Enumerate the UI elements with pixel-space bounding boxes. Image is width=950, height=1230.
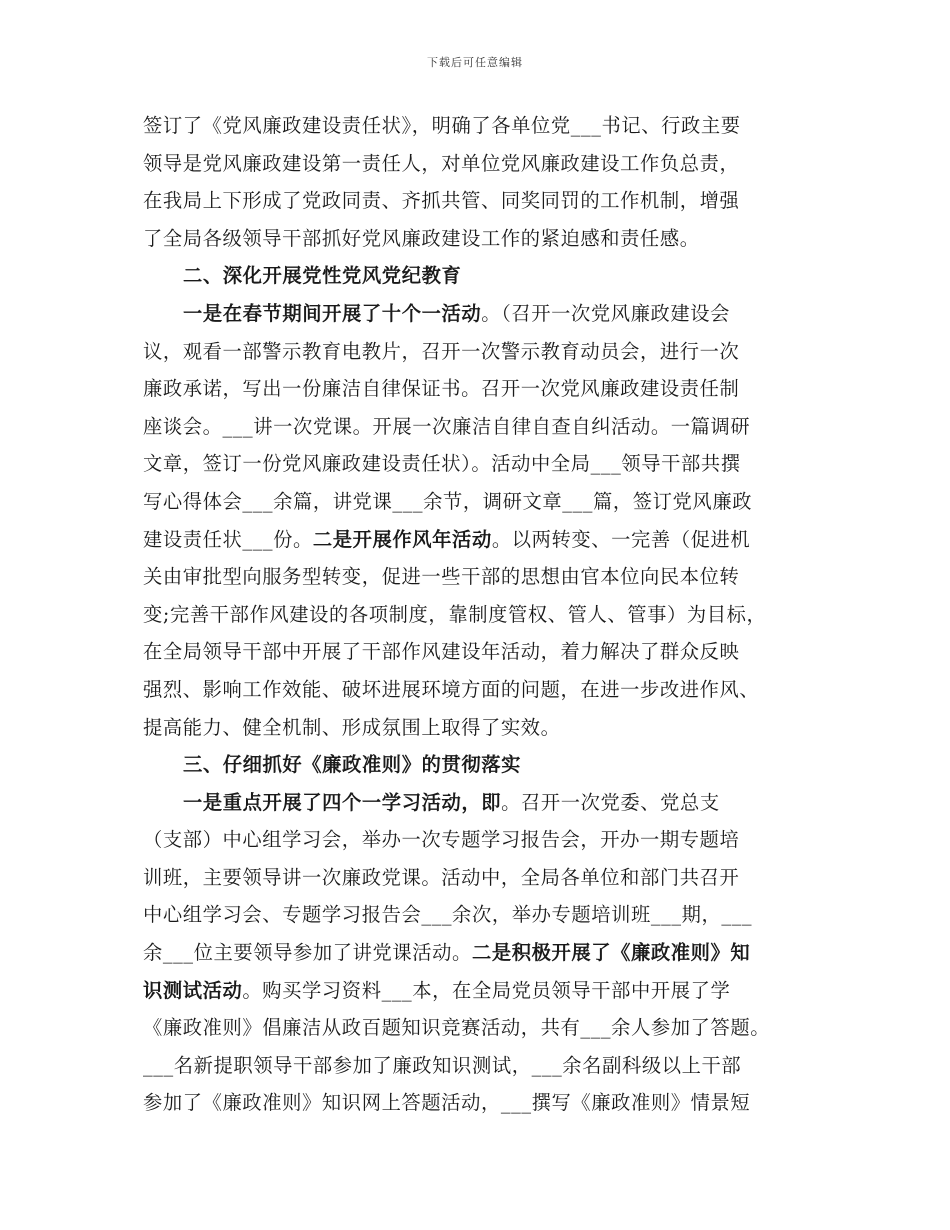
- bold-text-segment: 二、深化开展党性党风党纪教育: [183, 264, 462, 288]
- bold-text-segment: 二是积极开展了《廉政准则》知: [471, 941, 751, 965]
- bold-text-segment: 三、仔细抓好《廉政准则》的贯彻落实: [183, 753, 521, 777]
- bold-text-segment: 一是在春节期间开展了十个一活动: [183, 301, 482, 325]
- paragraph-line: [143, 521, 823, 559]
- text-segment: 训班，主要领导讲一次廉政党课。活动中，全局各单位和部门共召开: [143, 865, 740, 889]
- bold-text-segment: 识测试活动: [143, 978, 243, 1002]
- paragraph-line: [143, 295, 823, 333]
- paragraph-line: [143, 483, 823, 521]
- paragraph-line: [143, 107, 823, 145]
- paragraph-line: [143, 145, 823, 183]
- text-segment: 提高能力、健全机制、形成氛围上取得了实效。: [143, 715, 561, 739]
- text-segment: 在我局上下形成了党政同责、齐抓共管、同奖同罚的工作机制，增强: [143, 189, 740, 213]
- text-segment: 在全局领导干部中开展了干部作风建设年活动，着力解决了群众反映: [143, 640, 740, 664]
- paragraph-line: [143, 746, 823, 784]
- text-segment: 座谈会。___讲一次党课。开展一次廉洁自律自查自纠活动。一篇调研: [143, 414, 751, 438]
- text-segment: 建设责任状___份。: [143, 527, 313, 551]
- document-body: [143, 107, 823, 1122]
- text-segment: 。以两转变、一完善（促进机: [491, 527, 751, 551]
- text-segment: 。召开一次党委、党总支: [501, 790, 720, 814]
- text-segment: 。（召开一次党风廉政建设会: [481, 301, 731, 325]
- page-header-note: 下载后可任意编辑: [427, 56, 523, 69]
- text-segment: 议，观看一部警示教育电教片，召开一次警示教育动员会，进行一次: [143, 339, 740, 363]
- paragraph-line: [143, 784, 823, 822]
- text-segment: 写心得体会___余篇，讲党课___余节，调研文章___篇，签订党风廉政: [143, 489, 753, 513]
- paragraph-line: [143, 408, 823, 446]
- paragraph-line: [143, 896, 823, 934]
- text-segment: 文章，签订一份党风廉政建设责任状）。活动中全局___领导干部共撰: [143, 452, 741, 476]
- text-segment: 《廉政准则》倡廉洁从政百题知识竞赛活动，共有___余人参加了答题。: [143, 1016, 771, 1040]
- paragraph-line: [143, 370, 823, 408]
- bold-text-segment: 二是开展作风年活动: [312, 527, 492, 551]
- text-segment: 变;完善干部作风建设的各项制度，靠制度管权、管人、管事）为目标，: [143, 602, 767, 626]
- paragraph-line: [143, 257, 823, 295]
- paragraph-line: [143, 1009, 823, 1047]
- bold-text-segment: 一是重点开展了四个一学习活动，即: [183, 790, 502, 814]
- paragraph-line: [143, 220, 823, 258]
- text-segment: 余___位主要领导参加了讲党课活动。: [143, 941, 472, 965]
- paragraph-line: [143, 182, 823, 220]
- paragraph-line: [143, 633, 823, 671]
- text-segment: 廉政承诺，写出一份廉洁自律保证书。召开一次党风廉政建设责任制: [143, 377, 740, 401]
- paragraph-line: [143, 972, 823, 1010]
- paragraph-line: [143, 558, 823, 596]
- paragraph-line: [143, 934, 823, 972]
- paragraph-line: [143, 821, 823, 859]
- text-segment: （支部）中心组学习会，举办一次专题学习报告会，开办一期专题培: [143, 828, 740, 852]
- text-segment: 。购买学习资料___本，在全局党员领导干部中开展了学: [242, 978, 731, 1002]
- paragraph-line: [143, 1047, 823, 1085]
- paragraph-line: [143, 333, 823, 371]
- paragraph-line: [143, 859, 823, 897]
- paragraph-line: [143, 596, 823, 634]
- text-segment: 签订了《党风廉政建设责任状》，明确了各单位党___书记、行政主要: [143, 114, 741, 137]
- text-segment: 领导是党风廉政建设第一责任人，对单位党风廉政建设工作负总责，: [143, 151, 740, 175]
- paragraph-line: [143, 709, 823, 747]
- text-segment: ___名新提职领导干部参加了廉政知识测试，___余名副科级以上干部: [143, 1053, 742, 1077]
- text-segment: 关由审批型向服务型转变，促进一些干部的思想由官本位向民本位转: [143, 565, 740, 589]
- paragraph-line: [143, 671, 823, 709]
- text-segment: 中心组学习会、专题学习报告会___余次，举办专题培训班___期，___: [143, 903, 753, 927]
- text-segment: 强烈、影响工作效能、破坏进展环境方面的问题，在进一步改进作风、: [143, 677, 760, 701]
- text-segment: 了全局各级领导干部抓好党风廉政建设工作的紧迫感和责任感。: [143, 226, 700, 250]
- text-segment: 参加了《廉政准则》知识网上答题活动，___撰写《廉政准则》情景短: [143, 1091, 751, 1115]
- paragraph-line: [143, 445, 823, 483]
- paragraph-line: [143, 1084, 823, 1122]
